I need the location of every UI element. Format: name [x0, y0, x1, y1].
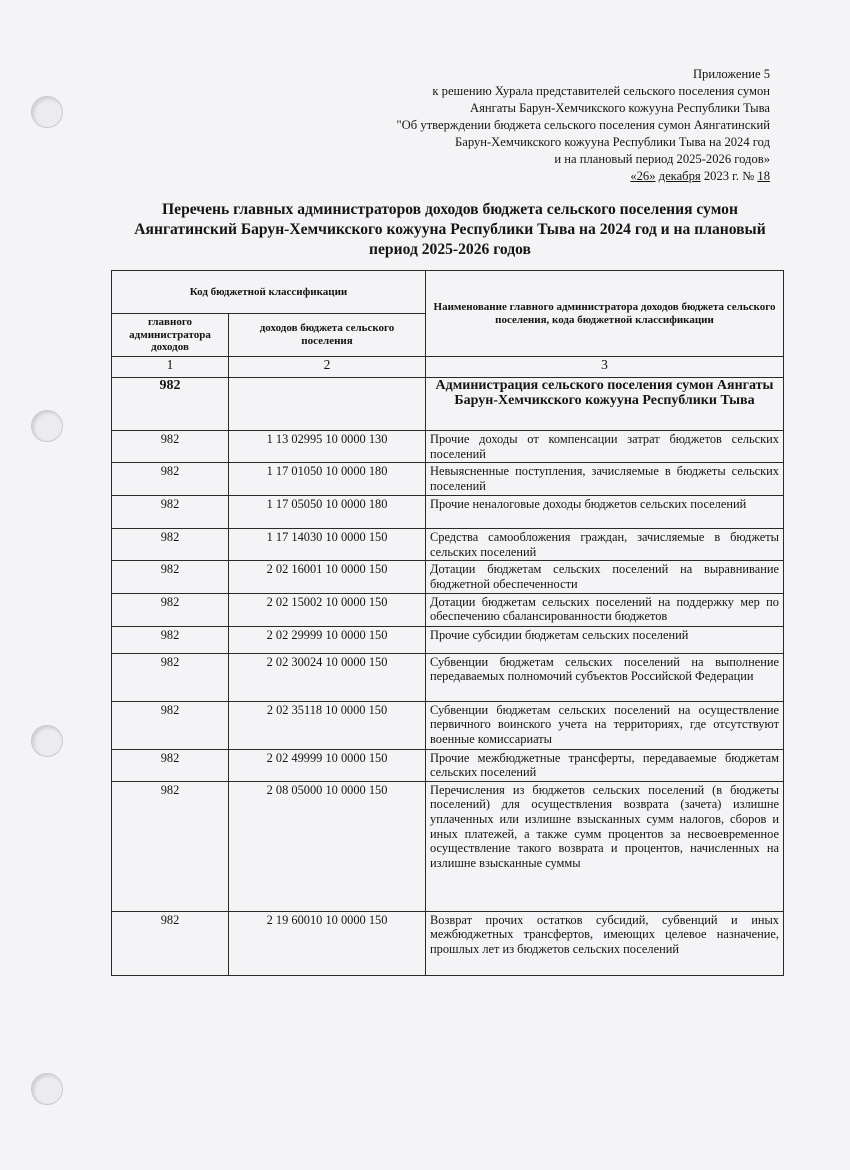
income-name: Субвенции бюджетам сельских поселений на осуществление первичного воинского учета на территориях, где отсутствуют военные комиссариаты: [426, 701, 784, 749]
income-code: 2 02 35118 10 0000 150: [229, 701, 426, 749]
admin-code: 982: [112, 781, 229, 911]
income-code: 1 17 14030 10 0000 150: [229, 529, 426, 561]
annex-line: Аянгаты Барун-Хемчикского кожууна Республики Тыва: [469, 101, 770, 115]
income-name: Возврат прочих остатков субсидий, субвенций и иных межбюджетных трансфертов, имеющих целевое назначение, прошлых лет из бюджетов сельских поселений: [426, 911, 784, 975]
income-name: Субвенции бюджетам сельских поселений на выполнение передаваемых полномочий субъектов Российской Федерации: [426, 653, 784, 701]
header-admin: главного администратора доходов: [112, 314, 229, 357]
annex-line: и на плановый период 2025-2026 годов»: [554, 152, 770, 166]
income-code: 2 02 16001 10 0000 150: [229, 561, 426, 593]
table-row: [112, 593, 784, 626]
administrators-table: [111, 270, 784, 976]
income-code: 2 02 15002 10 0000 150: [229, 593, 426, 626]
admin-code: 982: [112, 431, 229, 463]
table-row: [112, 749, 784, 781]
income-code: 2 02 29999 10 0000 150: [229, 626, 426, 653]
income-name: Невыясненные поступления, зачисляемые в бюджеты сельских поселений: [426, 463, 784, 496]
table-row: [112, 463, 784, 496]
income-name: Средства самообложения граждан, зачисляемые в бюджеты сельских поселений: [426, 529, 784, 561]
punch-hole: [31, 1073, 63, 1105]
annex-date-rest: 2023 г. №: [703, 169, 755, 183]
admin-code: 982: [112, 593, 229, 626]
income-code: 2 02 30024 10 0000 150: [229, 653, 426, 701]
annex-date-day: «26»: [630, 169, 656, 183]
income-name: Прочие межбюджетные трансферты, передаваемые бюджетам сельских поселений: [426, 749, 784, 781]
annex-line: Приложение 5: [692, 67, 770, 81]
punch-hole: [31, 96, 63, 128]
header-classification: Код бюджетной классификации: [112, 271, 426, 314]
income-code: 1 17 05050 10 0000 180: [229, 496, 426, 529]
organization-name: Администрация сельского поселения сумон Аянгаты Барун-Хемчикского кожууна Республики Тыва: [426, 378, 784, 431]
table-header-row: [112, 271, 784, 314]
header-name: Наименование главного администратора доходов бюджета сельского поселения, кода бюджетной классификации: [426, 271, 784, 357]
income-code: 2 02 49999 10 0000 150: [229, 749, 426, 781]
admin-code: 982: [112, 749, 229, 781]
admin-code: 982: [112, 463, 229, 496]
organization-row: [112, 378, 784, 431]
table-row: [112, 701, 784, 749]
table-body: [112, 431, 784, 976]
annex-line: "Об утверждении бюджета сельского поселения сумон Аянгатинский: [396, 118, 770, 132]
income-name: Прочие неналоговые доходы бюджетов сельских поселений: [426, 496, 784, 529]
income-name: Прочие доходы от компенсации затрат бюджетов сельских поселений: [426, 431, 784, 463]
admin-code: 982: [112, 561, 229, 593]
column-number: 1: [112, 357, 229, 378]
table-row: [112, 496, 784, 529]
punch-hole: [31, 725, 63, 757]
table-row: [112, 911, 784, 975]
annex-line: Барун-Хемчикского кожууна Республики Тыва на 2024 год: [455, 135, 770, 149]
table-row: [112, 626, 784, 653]
column-number-row: [112, 357, 784, 378]
column-number: 3: [426, 357, 784, 378]
annex-number: 18: [757, 169, 770, 183]
income-code: 1 13 02995 10 0000 130: [229, 431, 426, 463]
annex-line: к решению Хурала представителей сельского поселения сумон: [432, 84, 770, 98]
annex-header: [397, 66, 770, 185]
income-name: Дотации бюджетам сельских поселений на поддержку мер по обеспечению сбалансированности бюджетов: [426, 593, 784, 626]
table-row: [112, 561, 784, 593]
admin-code: 982: [112, 496, 229, 529]
admin-code: 982: [112, 653, 229, 701]
income-name: Прочие субсидии бюджетам сельских поселений: [426, 626, 784, 653]
admin-code: 982: [112, 701, 229, 749]
column-number: 2: [229, 357, 426, 378]
admin-code: 982: [112, 911, 229, 975]
income-code: 2 08 05000 10 0000 150: [229, 781, 426, 911]
document-title: Перечень главных администраторов доходов бюджета сельского поселения сумон Аянгатинский Барун-Хемчикского кожууна Республики Тыва на 2024 год и на плановый период 2025-2026 годов: [134, 201, 766, 258]
annex-date-line: [397, 168, 770, 185]
punch-hole: [31, 410, 63, 442]
income-name: Дотации бюджетам сельских поселений на выравнивание бюджетной обеспеченности: [426, 561, 784, 593]
header-income: доходов бюджета сельского поселения: [229, 314, 426, 357]
income-name: Перечисления из бюджетов сельских поселений (в бюджеты поселений) для осуществления возврата (зачета) излишне уплаченных или излишне взысканных сумм налогов, сборов и иных платежей, а также сумм процентов за несвоевременное осуществление такого возврата и процентов, начисленных на излишне взысканные суммы: [426, 781, 784, 911]
table-row: [112, 653, 784, 701]
admin-code: 982: [112, 626, 229, 653]
annex-date-month: декабря: [658, 169, 701, 183]
table-row: [112, 529, 784, 561]
income-code: 2 19 60010 10 0000 150: [229, 911, 426, 975]
table-row: [112, 781, 784, 911]
admin-code: 982: [112, 529, 229, 561]
organization-income-code: [229, 378, 426, 431]
table-row: [112, 431, 784, 463]
income-code: 1 17 01050 10 0000 180: [229, 463, 426, 496]
organization-code: 982: [112, 378, 229, 431]
